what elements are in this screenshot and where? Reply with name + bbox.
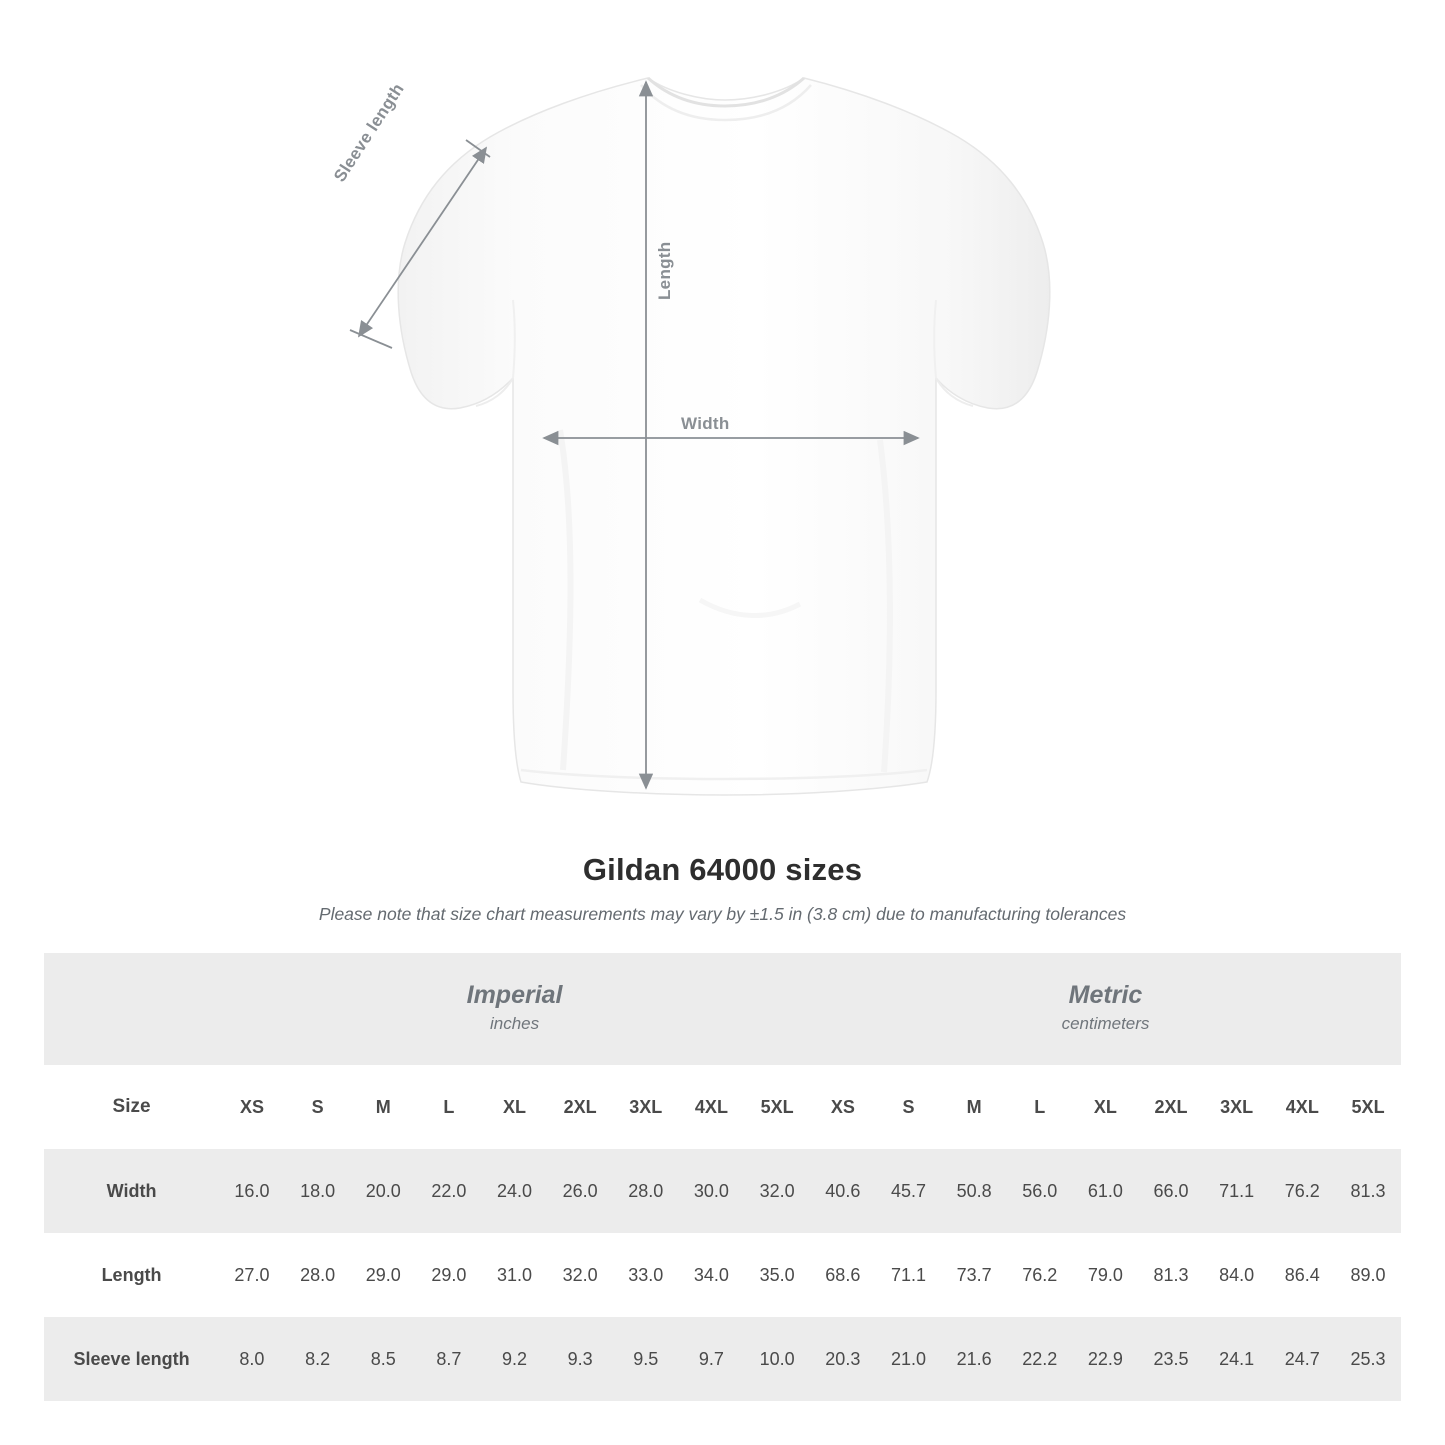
size-header-imperial: L [416, 1065, 482, 1149]
row-label: Width [44, 1149, 219, 1233]
size-header-metric: XS [810, 1065, 876, 1149]
size-header-metric: S [876, 1065, 942, 1149]
cell-imperial: 18.0 [285, 1149, 351, 1233]
cell-imperial: 10.0 [744, 1317, 810, 1401]
size-header-metric: L [1007, 1065, 1073, 1149]
chart-header [0, 852, 1445, 925]
cell-imperial: 9.7 [679, 1317, 745, 1401]
size-table [44, 953, 1401, 1401]
cell-imperial: 22.0 [416, 1149, 482, 1233]
cell-imperial: 27.0 [219, 1233, 285, 1317]
cell-metric: 84.0 [1204, 1233, 1270, 1317]
cell-metric: 81.3 [1138, 1233, 1204, 1317]
cell-metric: 21.0 [876, 1317, 942, 1401]
cell-imperial: 30.0 [679, 1149, 745, 1233]
unit-name: Metric [1068, 981, 1143, 1010]
size-header-imperial: 5XL [744, 1065, 810, 1149]
cell-metric: 71.1 [876, 1233, 942, 1317]
cell-metric: 21.6 [941, 1317, 1007, 1401]
unit-name: Imperial [466, 981, 563, 1010]
row-label-size: Size [44, 1065, 219, 1149]
cell-imperial: 28.0 [285, 1233, 351, 1317]
cell-imperial: 24.0 [482, 1149, 548, 1233]
cell-metric: 73.7 [941, 1233, 1007, 1317]
cell-imperial: 26.0 [547, 1149, 613, 1233]
cell-imperial: 32.0 [744, 1149, 810, 1233]
size-header-imperial: 2XL [547, 1065, 613, 1149]
unit-header-row [44, 953, 1401, 1065]
cell-metric: 81.3 [1335, 1149, 1401, 1233]
tolerance-note: Please note that size chart measurements may vary by ±1.5 in (3.8 cm) due to manufacturing tolerances [318, 904, 1127, 924]
cell-metric: 89.0 [1335, 1233, 1401, 1317]
size-header-metric: 5XL [1335, 1065, 1401, 1149]
sleeve-length-label: Sleeve length [330, 79, 408, 186]
cell-imperial: 29.0 [416, 1233, 482, 1317]
size-header-metric: 4XL [1269, 1065, 1335, 1149]
size-header-metric: M [941, 1065, 1007, 1149]
cell-imperial: 34.0 [679, 1233, 745, 1317]
cell-imperial: 8.2 [285, 1317, 351, 1401]
cell-imperial: 9.2 [482, 1317, 548, 1401]
cell-imperial: 28.0 [613, 1149, 679, 1233]
size-header-metric: 2XL [1138, 1065, 1204, 1149]
unit-header-metric [810, 953, 1401, 1065]
size-header-metric: 3XL [1204, 1065, 1270, 1149]
cell-imperial: 9.5 [613, 1317, 679, 1401]
size-header-imperial: XL [482, 1065, 548, 1149]
cell-metric: 22.2 [1007, 1317, 1073, 1401]
table-row [44, 1149, 1401, 1233]
cell-metric: 24.1 [1204, 1317, 1270, 1401]
cell-metric: 22.9 [1073, 1317, 1139, 1401]
row-label: Sleeve length [44, 1317, 219, 1401]
cell-metric: 56.0 [1007, 1149, 1073, 1233]
size-header-imperial: S [285, 1065, 351, 1149]
cell-metric: 86.4 [1269, 1233, 1335, 1317]
page-title: Gildan 64000 sizes [582, 852, 863, 887]
cell-metric: 45.7 [876, 1149, 942, 1233]
cell-metric: 76.2 [1269, 1149, 1335, 1233]
length-label: Length [655, 241, 674, 300]
cell-metric: 50.8 [941, 1149, 1007, 1233]
size-header-imperial: XS [219, 1065, 285, 1149]
cell-metric: 76.2 [1007, 1233, 1073, 1317]
width-label: Width [681, 414, 730, 433]
table-row [44, 1233, 1401, 1317]
unit-header-spacer [44, 953, 219, 1065]
unit-subtitle: centimeters [1061, 1013, 1150, 1033]
size-table-wrapper [44, 953, 1401, 1401]
unit-header-imperial [219, 953, 810, 1065]
cell-imperial: 35.0 [744, 1233, 810, 1317]
size-header-imperial: 3XL [613, 1065, 679, 1149]
cell-imperial: 8.5 [350, 1317, 416, 1401]
cell-metric: 71.1 [1204, 1149, 1270, 1233]
cell-imperial: 33.0 [613, 1233, 679, 1317]
table-row-size-header [44, 1065, 1401, 1149]
cell-imperial: 32.0 [547, 1233, 613, 1317]
cell-metric: 61.0 [1073, 1149, 1139, 1233]
cell-metric: 25.3 [1335, 1317, 1401, 1401]
table-row [44, 1317, 1401, 1401]
cell-imperial: 8.7 [416, 1317, 482, 1401]
cell-metric: 40.6 [810, 1149, 876, 1233]
cell-imperial: 29.0 [350, 1233, 416, 1317]
cell-metric: 66.0 [1138, 1149, 1204, 1233]
cell-imperial: 20.0 [350, 1149, 416, 1233]
cell-metric: 79.0 [1073, 1233, 1139, 1317]
cell-metric: 23.5 [1138, 1317, 1204, 1401]
cell-imperial: 8.0 [219, 1317, 285, 1401]
cell-imperial: 31.0 [482, 1233, 548, 1317]
size-header-imperial: 4XL [679, 1065, 745, 1149]
unit-subtitle: inches [489, 1013, 540, 1033]
cell-imperial: 16.0 [219, 1149, 285, 1233]
cell-metric: 68.6 [810, 1233, 876, 1317]
row-label: Length [44, 1233, 219, 1317]
size-header-metric: XL [1073, 1065, 1139, 1149]
size-header-imperial: M [350, 1065, 416, 1149]
cell-metric: 24.7 [1269, 1317, 1335, 1401]
cell-metric: 20.3 [810, 1317, 876, 1401]
cell-imperial: 9.3 [547, 1317, 613, 1401]
